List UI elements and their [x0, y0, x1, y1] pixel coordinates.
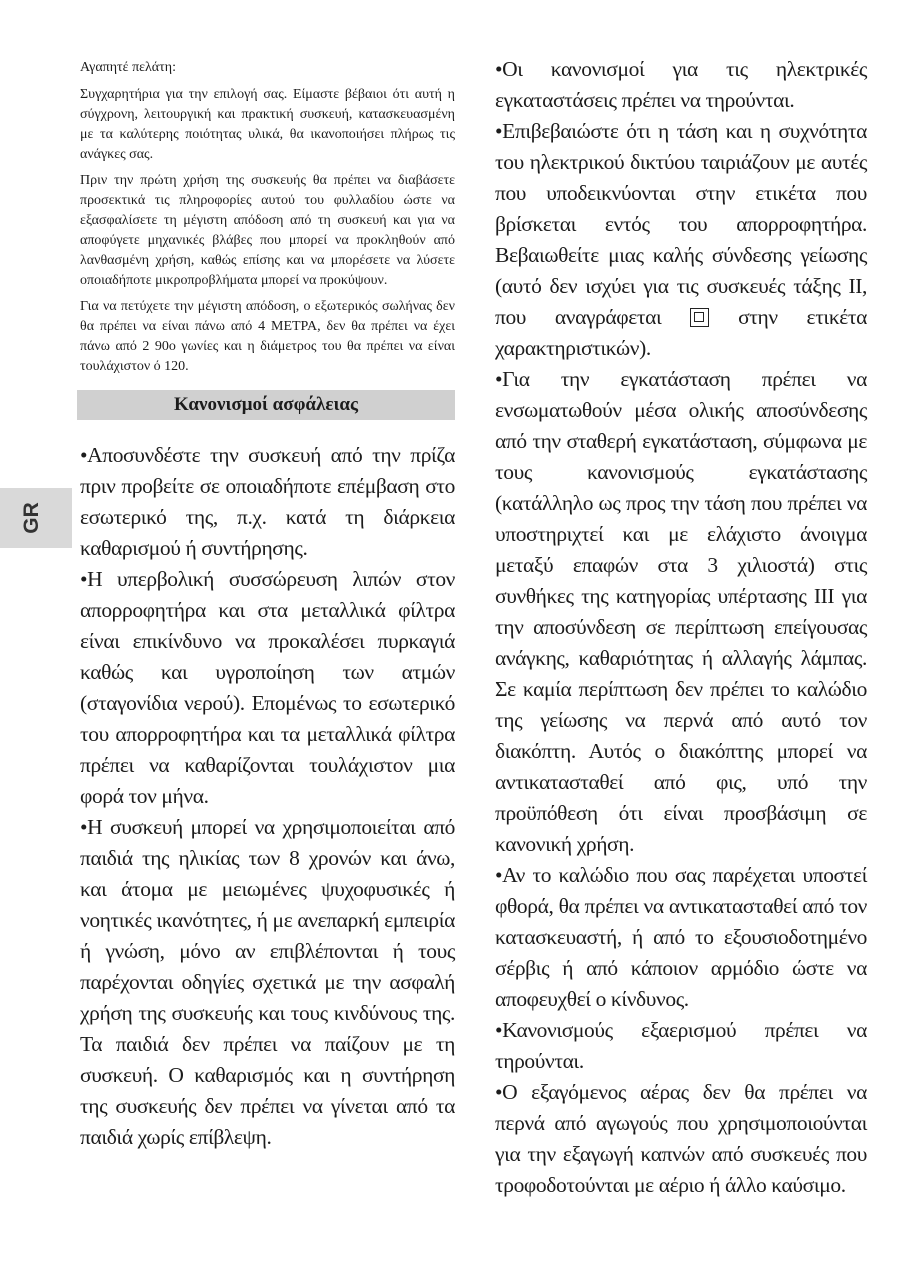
safety-rule-voltage-tail: στην ετικέτα χαρακτηριστικών). — [495, 305, 867, 360]
safety-rule-grease: •Η υπερβολική συσσώρευση λιπών στον απορροφητήρα και στα μεταλλικά φίλτρα είναι επικίνδυνο να προκαλέσει πυρκαγιά καθώς και υγροποίηση των ατμών (σταγονίδια νερού). Επομένως το εσωτερικό του απορροφητήρα και τα μεταλλικά φίλτρα πρέπει να καθαρίζονται τουλάχιστον μια φορά τον μήνα. — [80, 567, 455, 808]
intro-paragraph-2: Πριν την πρώτη χρήση της συσκευής θα πρέπει να διαβάσετε προσεκτικά τις πληροφορίες αυτού του φυλλαδίου ώστε να εξασφαλίσετε τη μέγιστη απόδοση από τη συσκευή και για να αποφύγετε μηχανικές βλάβες που μπορεί να προκληθούν από λανθασμένη χρήση, καθώς επίσης και να μπορέσετε να λύσετε οποιαδήποτε μικροπροβλήματα μπορεί να προκύψουν. — [80, 173, 455, 288]
intro-paragraph-1: Συγχαρητήρια για την επιλογή σας. Είμαστε βέβαιοι ότι αυτή η σύγχρονη, λειτουργική και πρακτική συσκευή, κατασκευασμένη με τα καλύτερης ποιότητας υλικά, θα ικανοποιήσει πλήρως τις ανάγκες σας. — [80, 87, 455, 162]
right-column — [495, 54, 867, 1201]
safety-rule-exhaust: •Ο εξαγόμενος αέρας δεν θα πρέπει να περνά από αγωγούς που χρησιμοποιούνται για την εξαγωγή καπνών από συσκευές που τροφοδοτούνται με αέριο ή άλλο καύσιμο. — [495, 1080, 867, 1197]
safety-rule-cable: •Αν το καλώδιο που σας παρέχεται υποστεί φθορά, θα πρέπει να αντικατασταθεί από τον κατασκευαστή, ή από το εξουσιοδοτημένο σέρβις ή από κάποιον αρμόδιο ώστε να αποφευχθεί ο κίνδυνος. — [495, 863, 867, 1011]
section-title-safety: Κανονισμοί ασφάλειας — [77, 390, 455, 420]
greeting: Αγαπητέ πελάτη: — [80, 60, 176, 75]
language-tab-label: GR — [20, 502, 43, 534]
safety-rule-ventilation: •Κανονισμούς εξαερισμού πρέπει να τηρούνται. — [495, 1018, 867, 1073]
safety-rule-voltage-text: •Επιβεβαιώστε ότι η τάση και η συχνότητα του ηλεκτρικού δικτύου ταιριάζουν με αυτές που υποδεικνύονται στην ετικέτα που βρίσκεται εντός του απορροφητήρα. Βεβαιωθείτε μιας καλής σύνδεσης γείωσης (αυτό δεν ισχύει για τις συσκευές τάξης ΙΙ, που αναγράφεται — [495, 119, 867, 329]
safety-rule-children: •Η συσκευή μπορεί να χρησιμοποιείται από παιδιά της ηλικίας των 8 χρονών και άνω, και άτομα με μειωμένες ψυχοφυσικές ή νοητικές ικανότητες, ή με ανεπαρκή εμπειρία ή γνώση, μόνο αν επιβλέπονται ή τους παρέχονται οδηγίες σχετικά με την ασφαλή χρήση της συσκευής και τους κινδύνους της. Τα παιδιά δεν πρέπει να παίζουν με τη συσκευή. Ο καθαρισμός και η συντήρηση της συσκευής δεν πρέπει να γίνεται από τα παιδιά χωρίς επίβλεψη. — [80, 815, 455, 1149]
safety-rule-disconnect: •Για την εγκατάσταση πρέπει να ενσωματωθούν μέσα ολικής αποσύνδεσης από την σταθερή εγκατάσταση, σύμφωνα με τους κανονισμούς εγκατάστασης (κατάλληλο ως προς την τάση που πρέπει να υποστηριχτεί και με ελάχιστο άνοιγμα μεταξύ επαφών στα 3 χιλιοστά) στις συνθήκες της κατηγορίας υπέρτασης ΙΙΙ για την αποσύνδεση σε περίπτωση επείγουσας ανάγκης, καθαριότητας ή αλλαγής λάμπας. Σε καμία περίπτωση δεν πρέπει το καλώδιο της γείωσης να περνά από αυτό τον διακόπτη. Αυτός ο διακόπτης μπορεί να αντικατασταθεί από φις, υπό την προϋπόθεση ότι είναι προσβάσιμη σε κανονική χρήση. — [495, 367, 867, 856]
safety-rule-unplug: •Αποσυνδέστε την συσκευή από την πρίζα πριν προβείτε σε οποιαδήποτε επέμβαση στο εσωτερικό της, π.χ. κατά τη διάρκεια καθαρισμού ή συντήρησης. — [80, 443, 455, 560]
intro-paragraph-3: Για να πετύχετε την μέγιστη απόδοση, ο εξωτερικός σωλήνας δεν θα πρέπει να είναι πάνω από 4 ΜΕΤΡΑ, δεν θα πρέπει να έχει πάνω από 2 90ο γωνίες και η διάμετρος του θα πρέπει να είναι τουλάχιστον ό 120. — [80, 299, 455, 374]
language-tab — [0, 488, 72, 548]
class-ii-symbol-icon — [690, 308, 709, 327]
left-column — [80, 58, 455, 1153]
safety-rule-electrical: •Οι κανονισμοί για τις ηλεκτρικές εγκαταστάσεις πρέπει να τηρούνται. — [495, 57, 867, 112]
safety-rule-voltage — [495, 116, 867, 364]
